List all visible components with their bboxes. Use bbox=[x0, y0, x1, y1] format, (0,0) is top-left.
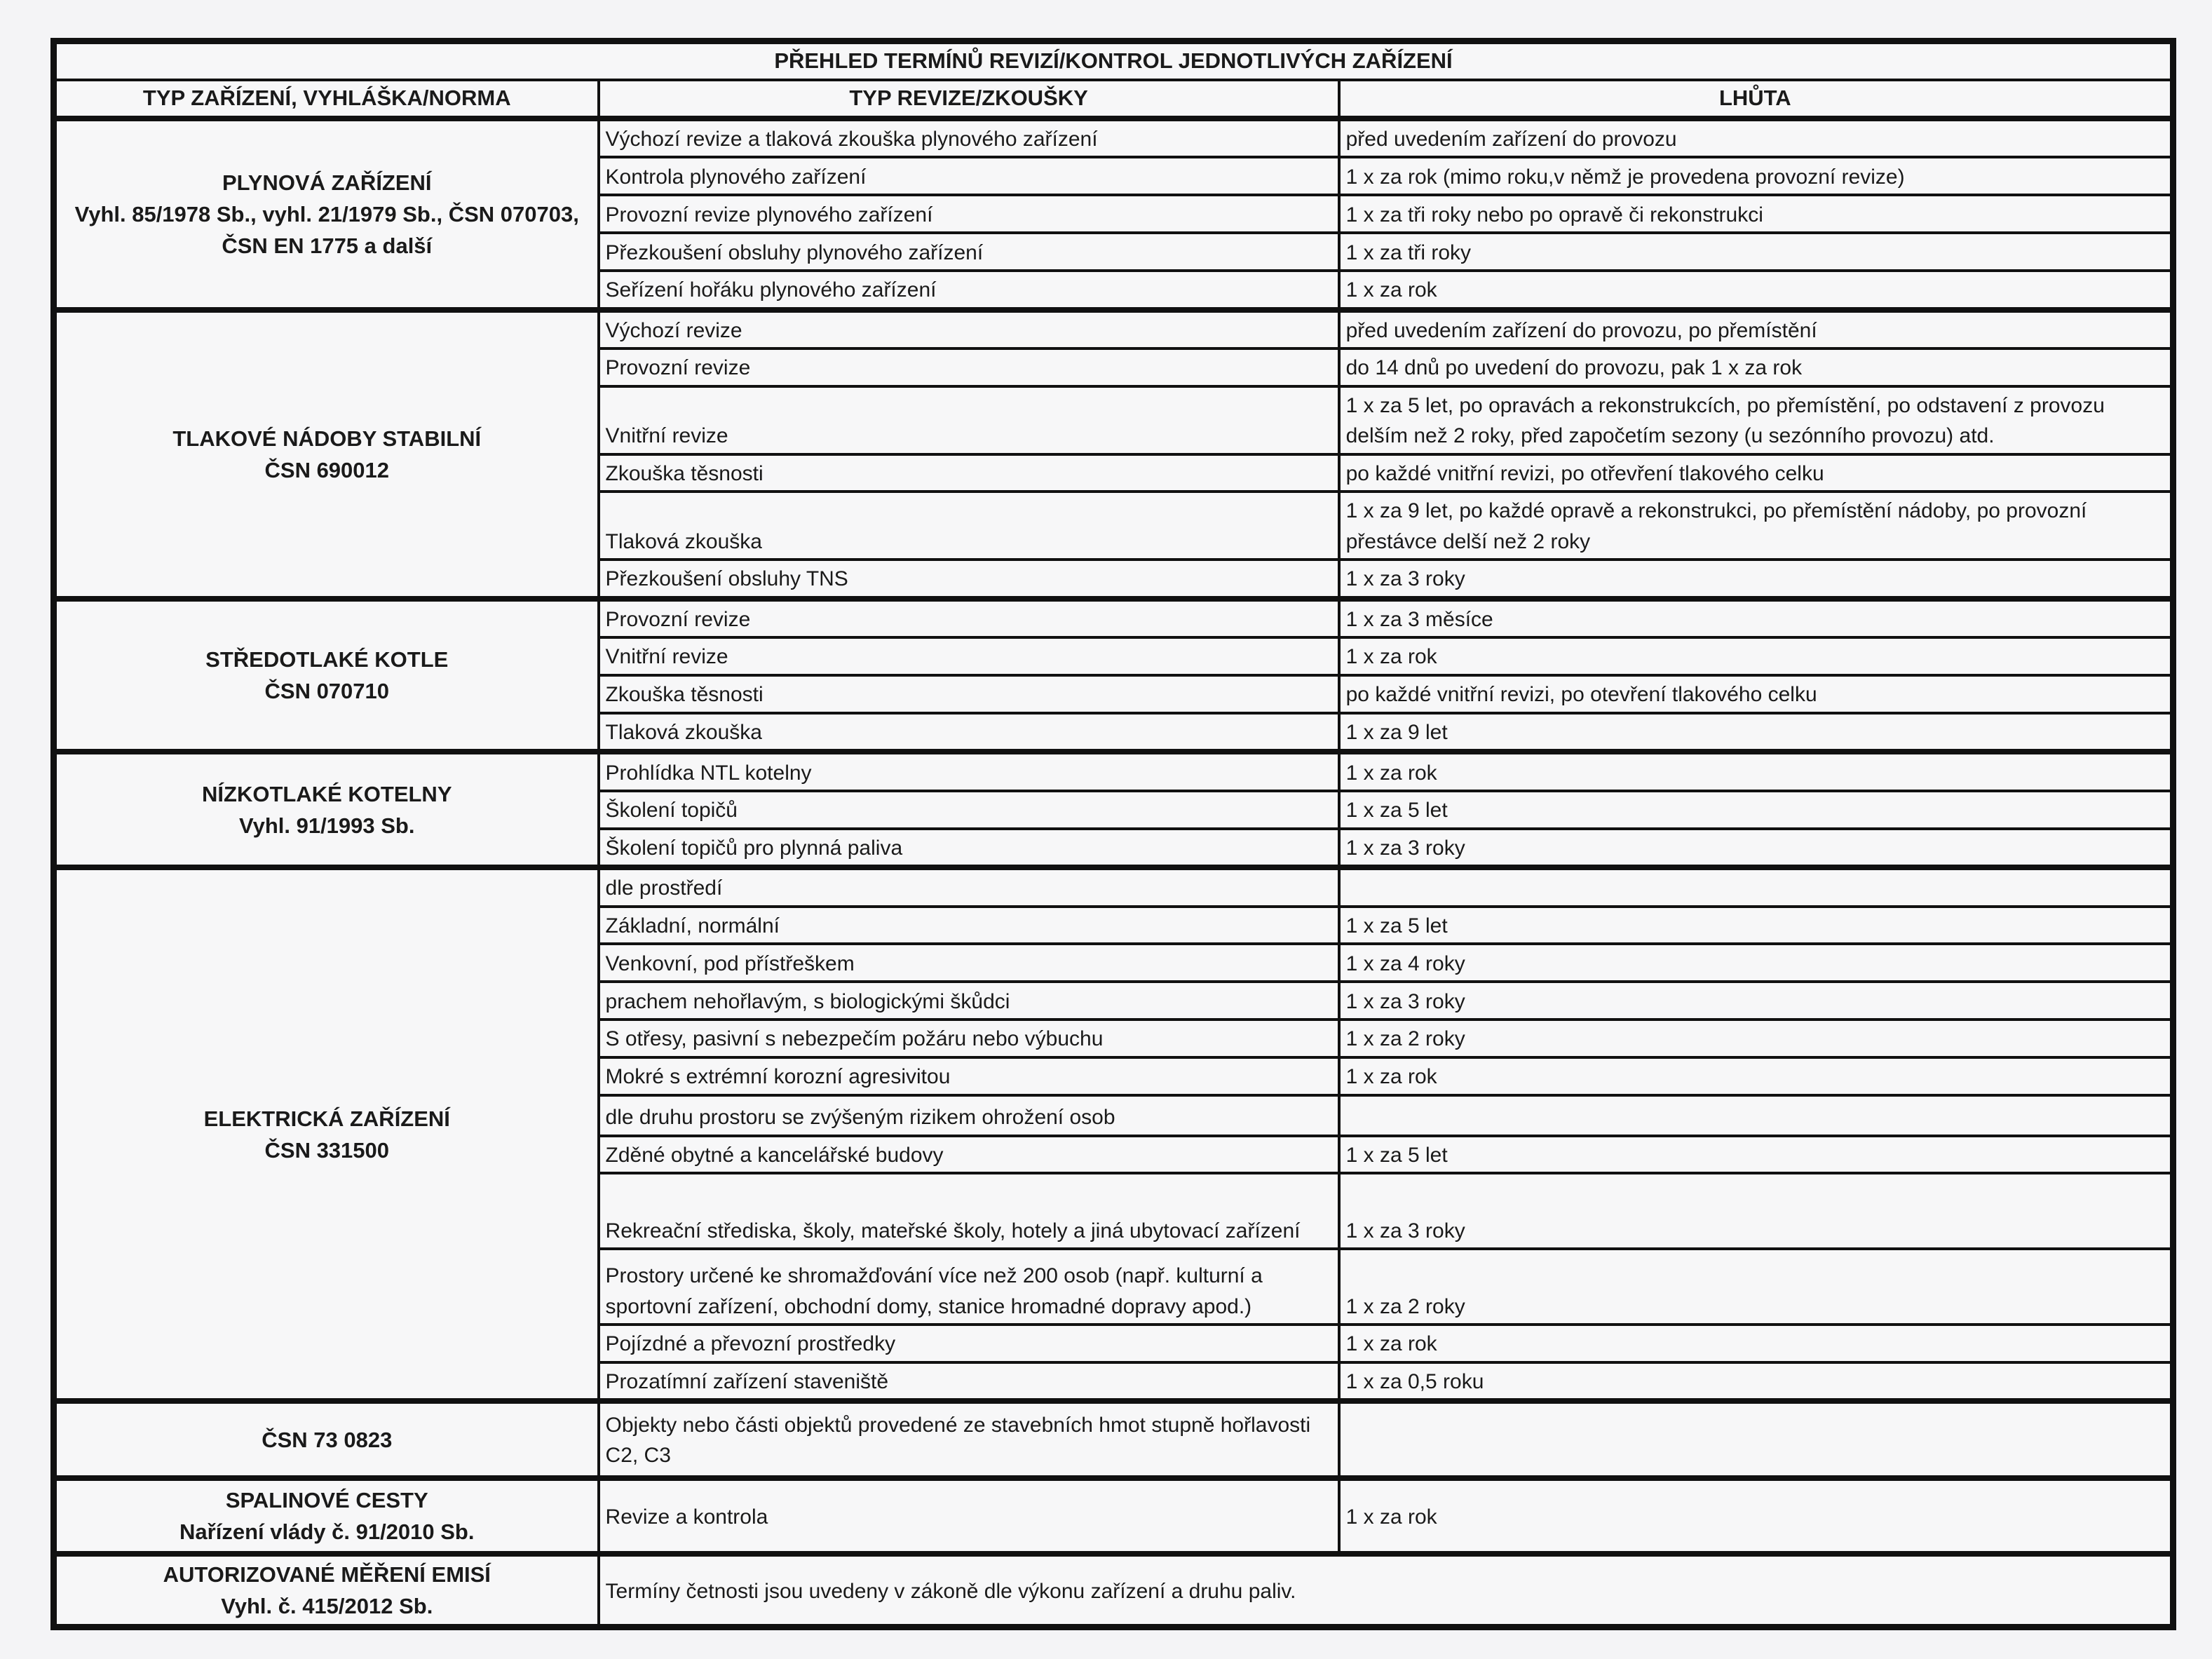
deadline-cell bbox=[1339, 1401, 2171, 1478]
table-row bbox=[55, 867, 2171, 907]
deadline-cell bbox=[1339, 1095, 2171, 1136]
revision-type-cell: Provozní revize bbox=[599, 348, 1339, 386]
table-row bbox=[55, 1478, 2171, 1554]
revision-type-cell: Zkouška těsnosti bbox=[599, 675, 1339, 713]
header-row bbox=[55, 80, 2171, 118]
deadline-cell: 1 x za 2 roky bbox=[1339, 1020, 2171, 1057]
deadline-cell: 1 x za 3 měsíce bbox=[1339, 599, 2171, 638]
deadline-cell: 1 x za 4 roky bbox=[1339, 944, 2171, 982]
device-type-cell bbox=[55, 1554, 599, 1625]
revision-type-cell: Mokré s extrémní korozní agresivitou bbox=[599, 1057, 1339, 1095]
table-row bbox=[55, 310, 2171, 349]
deadline-cell: 1 x za rok bbox=[1339, 1478, 2171, 1554]
deadline-cell: 1 x za 3 roky bbox=[1339, 829, 2171, 868]
device-type-cell bbox=[55, 867, 599, 1401]
device-type-name: ČSN 73 0823 bbox=[262, 1427, 393, 1452]
device-type-cell bbox=[55, 118, 599, 310]
revision-type-cell: dle druhu prostoru se zvýšeným rizikem ohrožení osob bbox=[599, 1095, 1339, 1136]
header-deadline: LHŮTA bbox=[1339, 80, 2171, 118]
table-row bbox=[55, 118, 2171, 158]
deadline-cell: 1 x za rok bbox=[1339, 637, 2171, 675]
device-type-name: NÍZKOTLAKÉ KOTELNY bbox=[202, 781, 452, 806]
device-type-norm: Vyhl. č. 415/2012 Sb. bbox=[221, 1594, 433, 1619]
revision-schedule-table bbox=[54, 41, 2173, 1627]
revision-type-cell: Provozní revize bbox=[599, 599, 1339, 638]
deadline-cell: 1 x za rok bbox=[1339, 1057, 2171, 1095]
revision-type-cell: Rekreační střediska, školy, mateřské školy, hotely a jiná ubytovací zařízení bbox=[599, 1173, 1339, 1249]
revision-type-cell: Prozatímní zařízení staveniště bbox=[599, 1362, 1339, 1402]
revision-type-cell: S otřesy, pasivní s nebezpečím požáru nebo výbuchu bbox=[599, 1020, 1339, 1057]
device-type-norm: ČSN 690012 bbox=[264, 457, 390, 482]
revision-type-cell: Zděné obytné a kancelářské budovy bbox=[599, 1136, 1339, 1174]
device-type-name: ELEKTRICKÁ ZAŘÍZENÍ bbox=[203, 1106, 450, 1131]
revision-type-cell: Výchozí revize bbox=[599, 310, 1339, 349]
deadline-cell: 1 x za 3 roky bbox=[1339, 1173, 2171, 1249]
revision-type-cell: Přezkoušení obsluhy TNS bbox=[599, 560, 1339, 599]
deadline-cell: 1 x za 5 let bbox=[1339, 907, 2171, 944]
device-type-name: AUTORIZOVANÉ MĚŘENÍ EMISÍ bbox=[163, 1562, 491, 1587]
deadline-cell: 1 x za 2 roky bbox=[1339, 1249, 2171, 1325]
deadline-cell: 1 x za rok (mimo roku,v němž je provedena provozní revize) bbox=[1339, 157, 2171, 195]
device-type-cell bbox=[55, 1401, 599, 1478]
deadline-cell: 1 x za 9 let bbox=[1339, 713, 2171, 752]
revision-type-cell: Školení topičů pro plynná paliva bbox=[599, 829, 1339, 868]
device-type-norm: Vyhl. 85/1978 Sb., vyhl. 21/1979 Sb., ČSN 070703, ČSN EN 1775 a další bbox=[74, 201, 579, 258]
device-type-cell bbox=[55, 310, 599, 599]
table-row bbox=[55, 1401, 2171, 1478]
device-type-name: SPALINOVÉ CESTY bbox=[225, 1488, 428, 1513]
revision-type-cell: Seřízení hořáku plynového zařízení bbox=[599, 271, 1339, 310]
revision-type-cell: Vnitřní revize bbox=[599, 386, 1339, 454]
deadline-cell: 1 x za 3 roky bbox=[1339, 982, 2171, 1020]
revision-type-cell: Objekty nebo části objektů provedené ze stavebních hmot stupně hořlavosti C2, C3 bbox=[599, 1401, 1339, 1478]
revision-type-cell: Vnitřní revize bbox=[599, 637, 1339, 675]
deadline-cell: 1 x za 3 roky bbox=[1339, 560, 2171, 599]
title-row bbox=[55, 43, 2171, 80]
device-type-name: TLAKOVÉ NÁDOBY STABILNÍ bbox=[172, 426, 482, 451]
revision-type-cell: Prohlídka NTL kotelny bbox=[599, 752, 1339, 791]
deadline-cell: 1 x za rok bbox=[1339, 1325, 2171, 1362]
deadline-cell: do 14 dnů po uvedení do provozu, pak 1 x za rok bbox=[1339, 348, 2171, 386]
revision-type-cell: Zkouška těsnosti bbox=[599, 454, 1339, 492]
deadline-cell: 1 x za rok bbox=[1339, 752, 2171, 791]
table-row bbox=[55, 1554, 2171, 1625]
device-type-name: STŘEDOTLAKÉ KOTLE bbox=[205, 647, 449, 672]
revision-type-cell: Školení topičů bbox=[599, 791, 1339, 829]
header-revision: TYP REVIZE/ZKOUŠKY bbox=[599, 80, 1339, 118]
deadline-cell: 1 x za 5 let, po opravách a rekonstrukcích, po přemístění, po odstavení z provozu delším než 2 roky, před započetím sezony (u sezónního provozu) atd. bbox=[1339, 386, 2171, 454]
device-type-norm: ČSN 070710 bbox=[264, 679, 390, 704]
revision-type-cell: Pojízdné a převozní prostředky bbox=[599, 1325, 1339, 1362]
revision-type-cell: Revize a kontrola bbox=[599, 1478, 1339, 1554]
revision-type-cell: Provozní revize plynového zařízení bbox=[599, 195, 1339, 233]
deadline-cell: 1 x za 5 let bbox=[1339, 791, 2171, 829]
deadline-cell: před uvedením zařízení do provozu, po přemístění bbox=[1339, 310, 2171, 349]
deadline-cell: 1 x za tři roky nebo po opravě či rekonstrukci bbox=[1339, 195, 2171, 233]
deadline-cell: 1 x za tři roky bbox=[1339, 233, 2171, 271]
device-type-norm: Nařízení vlády č. 91/2010 Sb. bbox=[179, 1519, 475, 1545]
revision-type-cell: Výchozí revize a tlaková zkouška plynového zařízení bbox=[599, 118, 1339, 158]
revision-type-cell: dle prostředí bbox=[599, 867, 1339, 907]
deadline-cell: 1 x za 0,5 roku bbox=[1339, 1362, 2171, 1402]
header-type: TYP ZAŘÍZENÍ, VYHLÁŠKA/NORMA bbox=[55, 80, 599, 118]
deadline-cell: 1 x za rok bbox=[1339, 271, 2171, 310]
revision-type-cell: Základní, normální bbox=[599, 907, 1339, 944]
note-cell: Termíny četnosti jsou uvedeny v zákoně dle výkonu zařízení a druhu paliv. bbox=[599, 1554, 2171, 1625]
revision-type-cell: Tlaková zkouška bbox=[599, 492, 1339, 560]
table-row bbox=[55, 599, 2171, 638]
revision-type-cell: Kontrola plynového zařízení bbox=[599, 157, 1339, 195]
deadline-cell: po každé vnitřní revizi, po otřevření tlakového celku bbox=[1339, 454, 2171, 492]
revision-schedule-sheet bbox=[50, 38, 2176, 1630]
deadline-cell: před uvedením zařízení do provozu bbox=[1339, 118, 2171, 158]
device-type-cell bbox=[55, 752, 599, 867]
device-type-name: PLYNOVÁ ZAŘÍZENÍ bbox=[222, 170, 432, 195]
deadline-cell: 1 x za 5 let bbox=[1339, 1136, 2171, 1174]
deadline-cell: po každé vnitřní revizi, po otevření tlakového celku bbox=[1339, 675, 2171, 713]
revision-type-cell: prachem nehořlavým, s biologickými škůdci bbox=[599, 982, 1339, 1020]
table-row bbox=[55, 752, 2171, 791]
revision-type-cell: Venkovní, pod přístřeškem bbox=[599, 944, 1339, 982]
device-type-cell bbox=[55, 1478, 599, 1554]
table-title: PŘEHLED TERMÍNŮ REVIZÍ/KONTROL JEDNOTLIVÝCH ZAŘÍZENÍ bbox=[55, 43, 2171, 80]
deadline-cell: 1 x za 9 let, po každé opravě a rekonstrukci, po přemístění nádoby, po provozní přestávce delší než 2 roky bbox=[1339, 492, 2171, 560]
device-type-cell bbox=[55, 599, 599, 752]
revision-type-cell: Tlaková zkouška bbox=[599, 713, 1339, 752]
deadline-cell bbox=[1339, 867, 2171, 907]
revision-type-cell: Přezkoušení obsluhy plynového zařízení bbox=[599, 233, 1339, 271]
device-type-norm: Vyhl. 91/1993 Sb. bbox=[239, 813, 415, 838]
device-type-norm: ČSN 331500 bbox=[264, 1137, 390, 1163]
revision-type-cell: Prostory určené ke shromažďování více než 200 osob (např. kulturní a sportovní zařízení, obchodní domy, stanice hromadné dopravy apod.) bbox=[599, 1249, 1339, 1325]
